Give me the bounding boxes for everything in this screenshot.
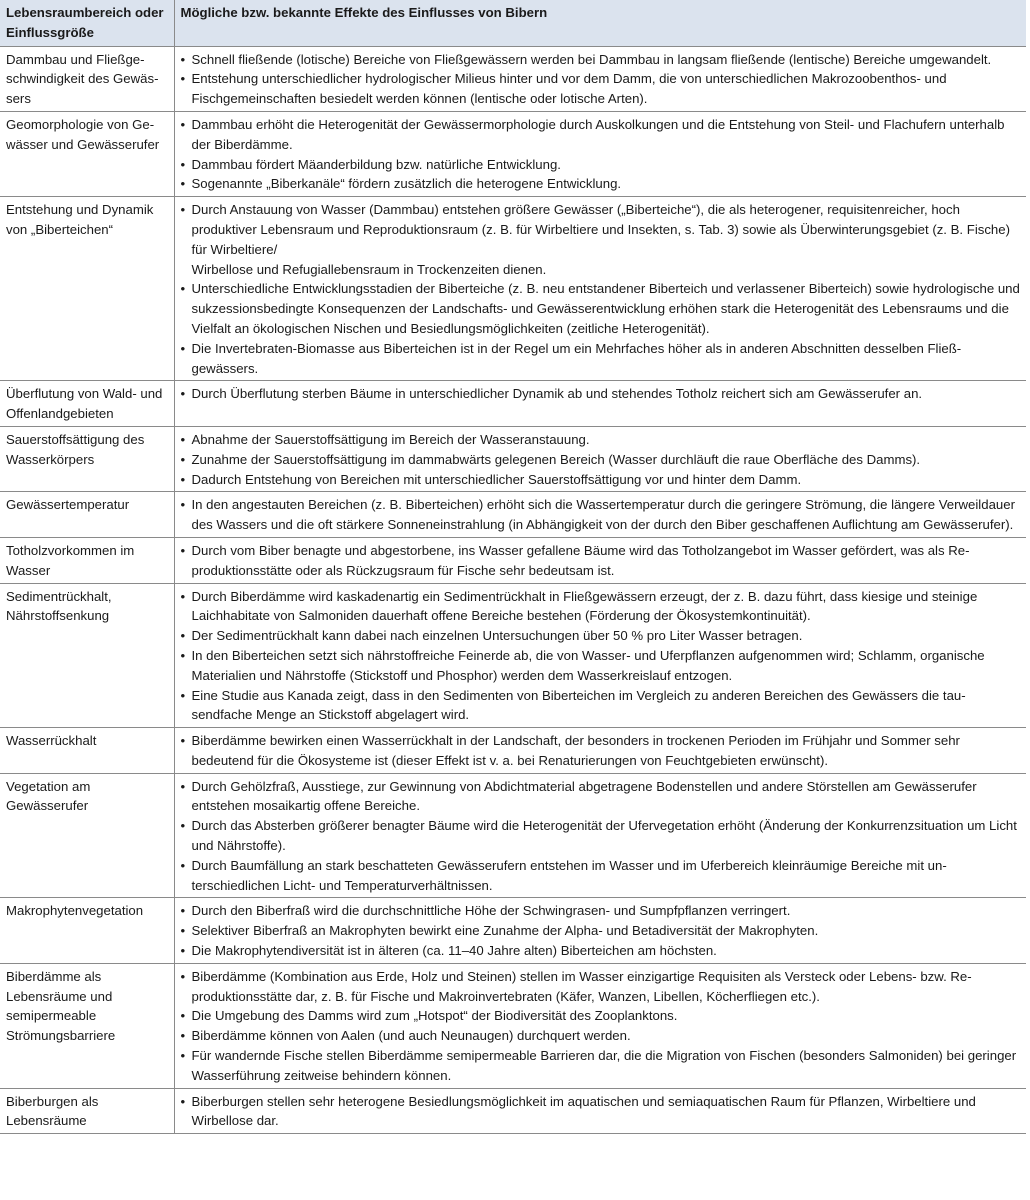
effects-cell: [174, 728, 1026, 774]
effect-item: • Durch Anstauung von Wasser (Dammbau) entstehen größere Gewässer („Biberteiche“), die als heterogener, requisitenreicher, hoch produktiver Lebensraum und Reproduktionsraum (z. B. für Wirbeltiere und Insekten, s. Tab. 3) sowie als Überwinterungsgebiet (z. B. Fische) für Wirbeltiere/ Wirbellose und Refugiallebensraum in Trockenzeiten dienen.: [181, 200, 1021, 279]
effects-cell: [174, 773, 1026, 898]
effects-list: [181, 200, 1021, 378]
effects-cell: [174, 1088, 1026, 1134]
effects-list: [181, 777, 1021, 896]
effects-list: [181, 384, 1021, 404]
header-row: [0, 0, 1026, 46]
table-row: [0, 46, 1026, 111]
effects-list: [181, 430, 1021, 489]
effect-item: • Durch vom Biber benagte und abgestorbene, ins Wasser gefallene Bäume wird das Totholzangebot im Wasser gefördert, was als Reproduktionsstätte oder als Rückzugsraum für Fische sehr bedeutsam ist.: [181, 541, 1021, 581]
area-cell: Totholzvorkommen im Wasser: [0, 537, 174, 583]
table-row: [0, 1088, 1026, 1134]
effects-cell: [174, 963, 1026, 1088]
table-row: [0, 197, 1026, 381]
effects-cell: [174, 381, 1026, 427]
effects-cell: [174, 492, 1026, 538]
table-body: [0, 46, 1026, 1134]
effect-item: • Zunahme der Sauerstoffsättigung im dammabwärts gelegenen Bereich (Wasser durchläuft die raue Oberfläche des Damms).: [181, 450, 1021, 470]
effects-list: [181, 731, 1021, 771]
effects-list: [181, 1092, 1021, 1132]
effect-item: • Durch Baumfällung an stark beschatteten Gewässerufern entstehen im Wasser und im Uferbereich kleinräumige Bereiche mit unterschiedlichen Licht- und Temperaturverhältnissen.: [181, 856, 1021, 896]
area-cell: Sauerstoffsättigung des Wasserkörpers: [0, 426, 174, 491]
effect-item: • Für wandernde Fische stellen Biberdämme semipermeable Barrieren dar, die die Migration von Fischen (besonders Salmoniden) bei geringer Wasserführung zeitweise behindern können.: [181, 1046, 1021, 1086]
effect-item: • Die Makrophytendiversität ist in älteren (ca. 11–40 Jahre alten) Biberteichen am höchsten.: [181, 941, 1021, 961]
table-row: [0, 583, 1026, 728]
effects-list: [181, 587, 1021, 726]
effects-cell: [174, 898, 1026, 963]
column-header-effects: Mögliche bzw. bekannte Effekte des Einflusses von Bibern: [174, 0, 1026, 46]
effect-item: • Durch Überflutung sterben Bäume in unterschiedlicher Dynamik ab und stehendes Totholz reichert sich am Gewässerufer an.: [181, 384, 1021, 404]
effect-item: • Durch Biberdämme wird kaskadenartig ein Sedimentrückhalt in Fließgewässern erzeugt, der z. B. dazu führt, dass kiesige und steinige Laichhabitate von Salmoniden dauerhaft offene Bereiche bestehen (Förderung der Ökosystemkontinuität).: [181, 587, 1021, 627]
effect-item: • Durch das Absterben größerer benagter Bäume wird die Heterogenität der Ufervegetation erhöht (Änderung der Konkurrenzsituation um Licht und Nährstoffe).: [181, 816, 1021, 856]
table-row: [0, 898, 1026, 963]
effect-item: • Dammbau erhöht die Heterogenität der Gewässermorphologie durch Auskolkungen und die Entstehung von Steil- und Flachufern unterhalb der Biberdämme.: [181, 115, 1021, 155]
effect-item: • Biberdämme bewirken einen Wasserrückhalt in der Landschaft, der besonders in trockenen Perioden im Frühjahr und Sommer sehr bedeutend für die Ökosysteme ist (dieser Effekt ist v. a. bei Renaturierungen von Feuchtgebieten erwünscht).: [181, 731, 1021, 771]
effect-item: • Abnahme der Sauerstoffsättigung im Bereich der Wasseranstauung.: [181, 430, 1021, 450]
effect-item: • Biberdämme können von Aalen (und auch Neunaugen) durchquert werden.: [181, 1026, 1021, 1046]
table-header: [0, 0, 1026, 46]
effect-item: • Dammbau fördert Mäanderbildung bzw. natürliche Entwicklung.: [181, 155, 1021, 175]
effect-item: • Die Invertebraten-Biomasse aus Biberteichen ist in der Regel um ein Mehrfaches höher als in anderen Abschnitten desselben Fließgewässers.: [181, 339, 1021, 379]
effects-list: [181, 115, 1021, 194]
effects-list: [181, 967, 1021, 1086]
effects-cell: [174, 111, 1026, 196]
effects-list: [181, 901, 1021, 960]
area-cell: Wasserrückhalt: [0, 728, 174, 774]
effect-item: • Entstehung unterschiedlicher hydrologischer Milieus hinter und vor dem Damm, die von unterschiedlichen Makrozoobenthos- und Fischgemeinschaften besiedelt werden können (lentische oder lotische Arten).: [181, 69, 1021, 109]
effect-item: • In den Biberteichen setzt sich nährstoffreiche Feinerde ab, die von Wasser- und Uferpflanzen aufgenommen wird; Schlamm, organische Materialien und Nährstoffe (Stickstoff und Phosphor) werden dem Wasserkreislauf entzogen.: [181, 646, 1021, 686]
effect-item: • Durch den Biberfraß wird die durchschnittliche Höhe der Schwingrasen- und Sumpfpflanzen verringert.: [181, 901, 1021, 921]
table-row: [0, 111, 1026, 196]
table-row: [0, 728, 1026, 774]
area-cell: Vegetation am Gewässerufer: [0, 773, 174, 898]
effect-item: • Selektiver Biberfraß an Makrophyten bewirkt eine Zunahme der Alpha- und Betadiversität der Makrophyten.: [181, 921, 1021, 941]
area-cell: Biberdämme als Lebensräume und semipermeable Strömungsbarriere: [0, 963, 174, 1088]
effects-cell: [174, 197, 1026, 381]
effect-item: • Durch Gehölzfraß, Ausstiege, zur Gewinnung von Abdichtmaterial abgetragene Bodenstellen und andere Störstellen am Gewässerufer entstehen mosaikartig offene Bereiche.: [181, 777, 1021, 817]
effects-list: [181, 495, 1021, 535]
effect-item: • Eine Studie aus Kanada zeigt, dass in den Sedimenten von Biberteichen im Vergleich zu anderen Bereichen des Gewässers die tausendfache Menge an Stickstoff abgelagert wird.: [181, 686, 1021, 726]
table-row: [0, 426, 1026, 491]
effect-item: • Die Umgebung des Damms wird zum „Hotspot“ der Biodiversität des Zooplanktons.: [181, 1006, 1021, 1026]
area-cell: Sedimentrückhalt, Nährstoffsenkung: [0, 583, 174, 728]
area-cell: Überflutung von Wald- und Offenlandgebieten: [0, 381, 174, 427]
table-row: [0, 381, 1026, 427]
effects-cell: [174, 537, 1026, 583]
effects-list: [181, 50, 1021, 109]
effects-cell: [174, 426, 1026, 491]
effect-item: • Biberburgen stellen sehr heterogene Besiedlungsmöglichkeit im aquatischen und semiaquatischen Raum für Pflanzen, Wirbeltiere und Wirbellose dar.: [181, 1092, 1021, 1132]
area-cell: Biberburgen als Lebensräume: [0, 1088, 174, 1134]
effect-item: • In den angestauten Bereichen (z. B. Biberteichen) erhöht sich die Wassertemperatur durch die geringere Strömung, die längere Verweildauer des Wassers und die oft stärkere Sonneneinstrahlung (in Abhängigkeit von der durch den Biber geschaffenen Auflichtung am Gewässerufer).: [181, 495, 1021, 535]
area-cell: Entstehung und Dynamik von „Biberteichen“: [0, 197, 174, 381]
area-cell: Makrophytenvegetation: [0, 898, 174, 963]
effect-item: • Unterschiedliche Entwicklungsstadien der Biberteiche (z. B. neu entstandener Biberteich und verlassener Biberteich) sowie hydrologische und sukzessionsbedingte Konsequenzen der Landschafts- und Gewässerentwicklung erhöhen stark die Heterogenität des Lebensraums und die Vielfalt an ökologischen Nischen und Besiedlungsmöglichkeiten (zeitliche Heterogenität).: [181, 279, 1021, 338]
table-row: [0, 537, 1026, 583]
effect-item: • Der Sedimentrückhalt kann dabei nach einzelnen Untersuchungen über 50 % pro Liter Wasser betragen.: [181, 626, 1021, 646]
area-cell: Geomorphologie von Gewässer und Gewässerufer: [0, 111, 174, 196]
effect-item: • Dadurch Entstehung von Bereichen mit unterschiedlicher Sauerstoffsättigung vor und hinter dem Damm.: [181, 470, 1021, 490]
effects-list: [181, 541, 1021, 581]
table-row: [0, 492, 1026, 538]
effects-cell: [174, 583, 1026, 728]
effects-cell: [174, 46, 1026, 111]
table-row: [0, 773, 1026, 898]
column-header-area: Lebensraumbereich oder Einflussgröße: [0, 0, 174, 46]
area-cell: Gewässertemperatur: [0, 492, 174, 538]
area-cell: Dammbau und Fließgeschwindigkeit des Gewässers: [0, 46, 174, 111]
effect-item: • Sogenannte „Biberkanäle“ fördern zusätzlich die heterogene Entwicklung.: [181, 174, 1021, 194]
effect-item: • Biberdämme (Kombination aus Erde, Holz und Steinen) stellen im Wasser einzigartige Requisiten als Versteck oder Lebens- bzw. Reproduktionsstätte dar, z. B. für Fische und Makroinvertebraten (Käfer, Wanzen, Libellen, Köcherfliegen etc.).: [181, 967, 1021, 1007]
table-row: [0, 963, 1026, 1088]
effect-item: • Schnell fließende (lotische) Bereiche von Fließgewässern werden bei Dammbau in langsam fließende (lentische) Bereiche umgewandelt.: [181, 50, 1021, 70]
